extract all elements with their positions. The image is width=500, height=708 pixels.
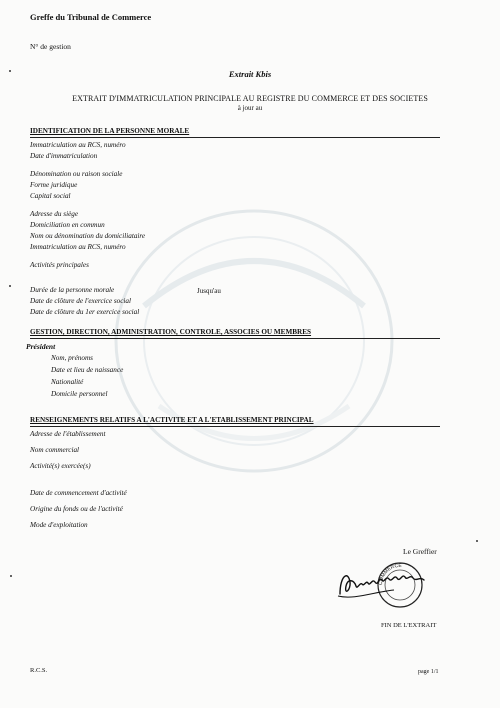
greffe-title: Greffe du Tribunal de Commerce (30, 12, 152, 22)
section-heading-gestion: GESTION, DIRECTION, ADMINISTRATION, CONTROLE, ASSOCIES OU MEMBRES (30, 328, 312, 336)
field-label: Capital social (30, 192, 71, 200)
document-title: Extrait Kbis (228, 69, 272, 79)
scan-speck (9, 285, 11, 287)
field-label: Domiciliation en commun (30, 221, 105, 229)
section-divider (30, 338, 440, 339)
section-divider (30, 426, 440, 427)
section-heading-identification: IDENTIFICATION DE LA PERSONNE MORALE (30, 127, 190, 135)
page-number: page 1/1 (418, 669, 439, 675)
field-label: Adresse du siège (30, 210, 79, 218)
field-label: Forme juridique (30, 181, 78, 189)
field-label: Date et lieu de naissance (51, 366, 124, 374)
watermark-seal-icon (104, 196, 404, 486)
duree-value: Jusqu'au (197, 287, 221, 295)
gestion-number-label: N° de gestion (30, 42, 71, 51)
field-label: Adresse de l'établissement (30, 430, 106, 438)
scan-speck (10, 575, 12, 577)
field-label: Immatriculation au RCS, numéro (30, 243, 126, 251)
section-divider (30, 137, 440, 138)
field-label: Domicile personnel (51, 390, 108, 398)
field-label: Activité(s) exercée(s) (30, 462, 91, 470)
fin-extrait-label: FIN DE L'EXTRAIT (381, 622, 437, 629)
field-label: Mode d'exploitation (30, 521, 88, 529)
field-label: Immatriculation au RCS, numéro (30, 141, 126, 149)
greffier-label: Le Greffier (403, 547, 437, 556)
rcs-label: R.C.S. (30, 667, 48, 674)
date-line: à jour au (237, 104, 263, 112)
field-label: Date de clôture du 1er exercice social (30, 308, 140, 316)
scan-speck (9, 70, 11, 72)
signature-stamp-icon (334, 556, 434, 616)
role-president: Président (26, 342, 56, 351)
field-label: Nom, prénoms (51, 354, 93, 362)
field-label: Dénomination ou raison sociale (30, 170, 123, 178)
field-label: Date de commencement d'activité (30, 489, 127, 497)
field-label: Activités principales (30, 261, 89, 269)
section-heading-activite: RENSEIGNEMENTS RELATIFS A L'ACTIVITE ET A L'ETABLISSEMENT PRINCIPAL (30, 416, 314, 424)
field-label: Nom commercial (30, 446, 80, 454)
field-label: Nationalité (51, 378, 84, 386)
field-label: Nom ou dénomination du domiciliataire (30, 232, 146, 240)
scan-speck (476, 540, 478, 542)
field-label: Date d'immatriculation (30, 152, 98, 160)
field-label: Durée de la personne morale (30, 286, 115, 294)
stamp-text: COMMERCE (377, 563, 402, 586)
field-label: Origine du fonds ou de l'activité (30, 505, 123, 513)
document-subtitle: EXTRAIT D'IMMATRICULATION PRINCIPALE AU REGISTRE DU COMMERCE ET DES SOCIETES (72, 94, 428, 103)
field-label: Date de clôture de l'exercice social (30, 297, 131, 305)
